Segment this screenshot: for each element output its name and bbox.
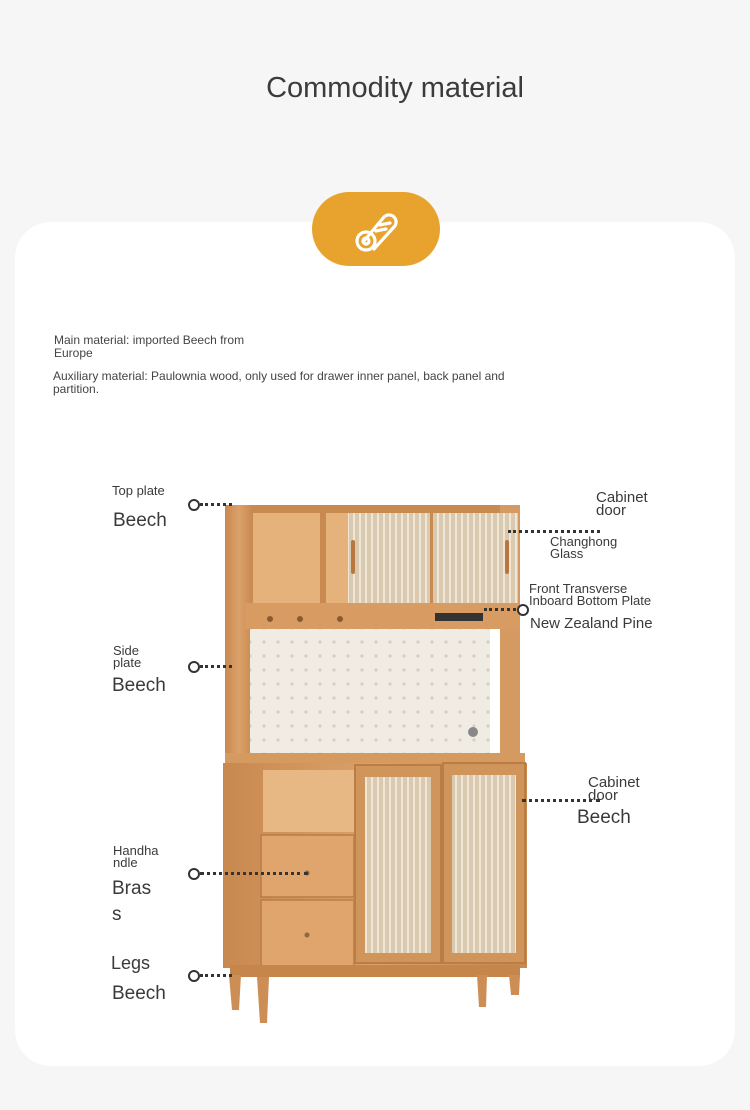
upper-door-label: Cabinet door bbox=[596, 489, 648, 519]
handle-marker bbox=[188, 868, 200, 880]
side-plate-marker bbox=[188, 661, 200, 673]
side-plate-material: Beech bbox=[112, 675, 166, 696]
auxiliary-material-text: Auxiliary material: Paulownia wood, only used for drawer inner panel, back panel and partition. bbox=[53, 369, 505, 396]
front-plate-label: Front Transverse Inboard Bottom Plate bbox=[529, 581, 652, 608]
front-plate-marker bbox=[517, 604, 529, 616]
legs-material: Beech bbox=[112, 983, 166, 1004]
legs-marker bbox=[188, 970, 200, 982]
page-title: Commodity material bbox=[266, 72, 524, 104]
top-plate-leader bbox=[200, 503, 232, 506]
upper-door-material: Changhong Glass bbox=[550, 534, 618, 561]
upper-door-leader bbox=[508, 530, 600, 533]
side-plate-leader bbox=[200, 665, 232, 668]
lower-door-label: Cabinet door bbox=[588, 774, 640, 804]
front-plate-leader bbox=[484, 608, 516, 611]
lower-door-leader bbox=[522, 799, 600, 802]
legs-leader bbox=[200, 974, 232, 977]
front-plate-material: New Zealand Pine bbox=[530, 615, 653, 632]
handle-material: Brass bbox=[112, 878, 152, 925]
legs-label: Legs bbox=[111, 953, 151, 973]
top-plate-marker bbox=[188, 499, 200, 511]
wood-log-icon bbox=[350, 203, 402, 255]
side-plate-label: Side plate bbox=[113, 643, 142, 670]
top-plate-material: Beech bbox=[113, 510, 167, 531]
main-material-text: Main material: imported Beech from Europe bbox=[54, 333, 245, 360]
material-badge bbox=[312, 192, 440, 266]
handle-label: Handhandle bbox=[113, 843, 159, 870]
cabinet-illustration bbox=[215, 495, 535, 1030]
top-plate-label: Top plate bbox=[112, 483, 165, 498]
lower-door-material: Beech bbox=[577, 807, 631, 828]
handle-leader bbox=[200, 872, 308, 875]
